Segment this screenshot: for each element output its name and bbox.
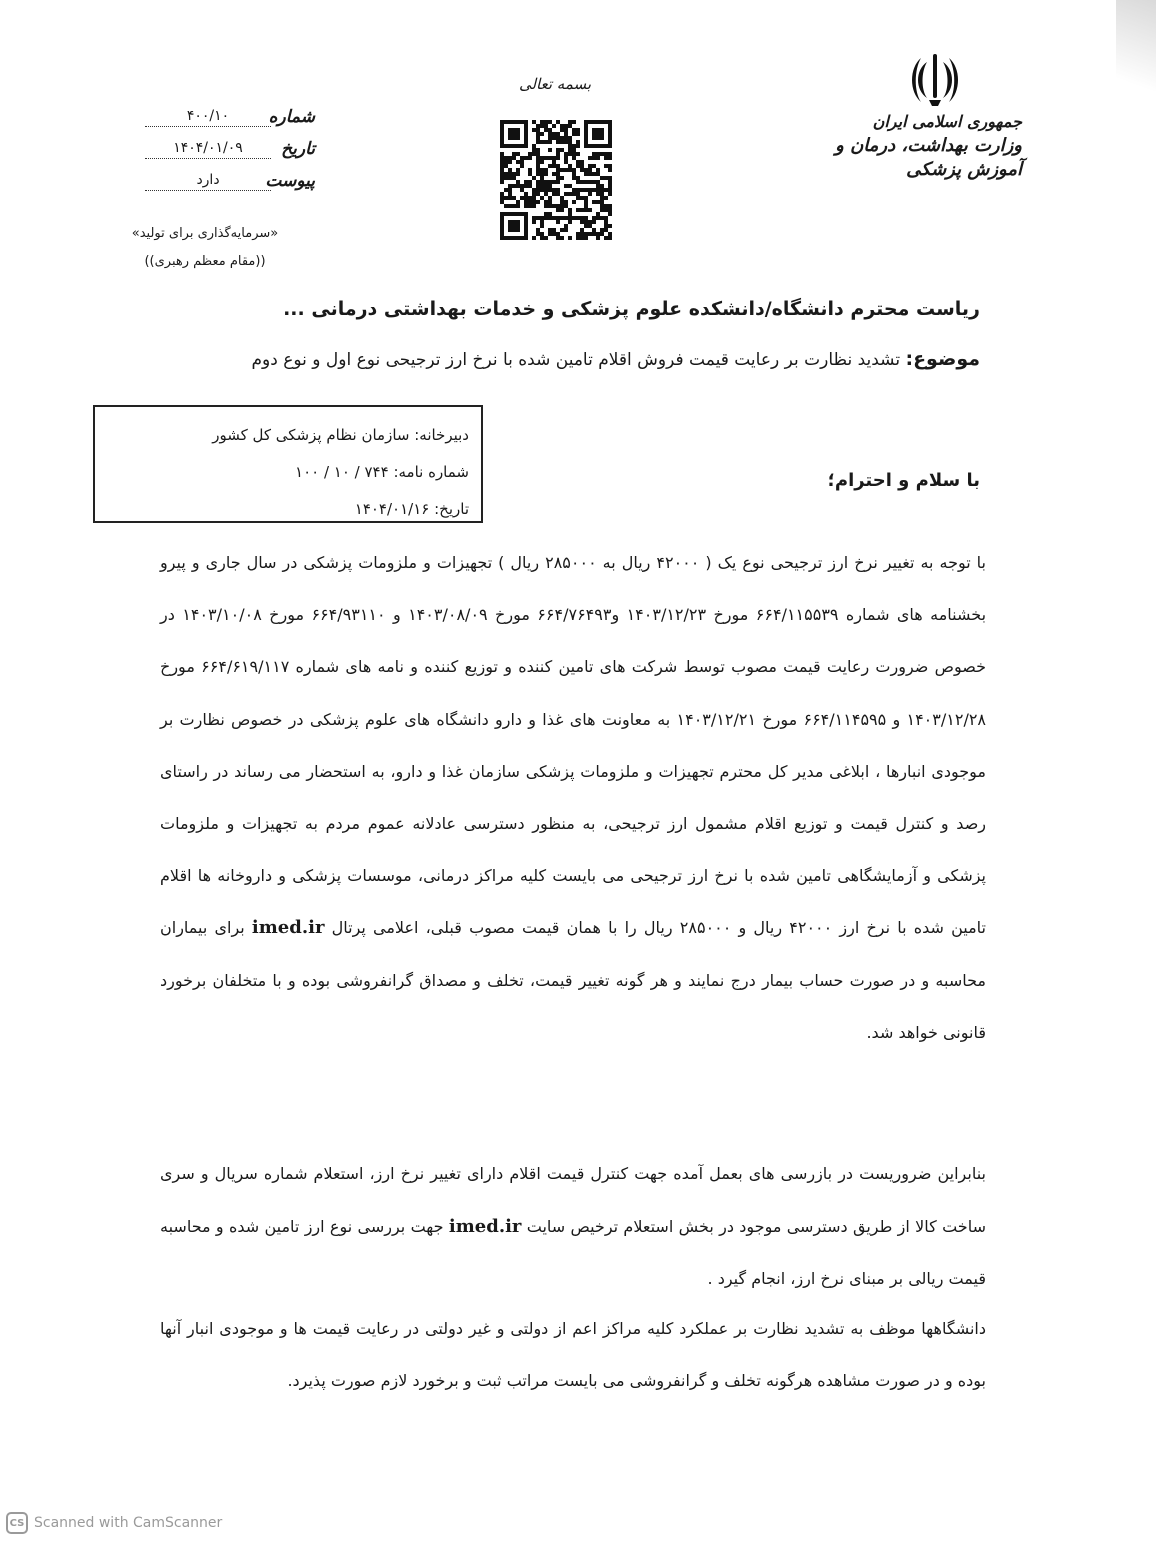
ministry-line-2: وزارت بهداشت، درمان و آموزش پزشکی bbox=[835, 135, 1022, 180]
bismillah: بسمه تعالی bbox=[518, 75, 592, 93]
scanner-watermark bbox=[6, 1512, 222, 1534]
number-value: ۴۰۰/۱۰ bbox=[145, 108, 271, 127]
site-name: imed.ir bbox=[448, 1215, 522, 1237]
portal-name: imed.ir bbox=[251, 917, 325, 939]
body-paragraph-2 bbox=[160, 1148, 986, 1306]
body-paragraph-1-part-a: با توجه به تغییر نرخ ارز ترجیحی نوع یک ( ۴۲۰۰۰ ریال به ۲۸۵۰۰۰ ریال ) تجهیزات و ملزومات پزشکی در سال جاری و پیرو بخشنامه های شماره ۶۶۴/۱۱۵۵۳۹ مورخ ۱۴۰۳/۱۲/۲۳ و۶۶۴/۷۶۴۹۳ مورخ ۱۴۰۳/۰۸/۰۹ و ۶۶۴/۹۳۱۱۰ مورخ ۱۴۰۳/۱۰/۰۸ در خصوص ضرورت رعایت قیمت مصوب توسط شرکت های تامین کننده و توزیع کننده و نامه های شماره ۶۶۴/۶۱۹/۱۱۷ مورخ ۱۴۰۳/۱۲/۲۸ و ۶۶۴/۱۱۴۵۹۵ مورخ ۱۴۰۳/۱۲/۲۱ به معاونت های غذا و دارو دانشگاه های علوم پزشکی در خصوص نظارت بر موجودی انبارها ، ابلاغی مدیر کل محترم تجهیزات و ملزومات پزشکی سازمان غذا و دارو، به استحضار می رساند در راستای رصد و کنترل قیمت و توزیع اقلام مشمول ارز ترجیحی، به منظور دسترسی عادلانه عموم مردم به تجهیزات و ملزومات پزشکی و آزمایشگاهی تامین شده با نرخ ارز ترجیحی می بایست کلیه مراکز درمانی، موسسات پزشکی و داروخانه ها اقلام تامین شده با نرخ ارز ۴۲۰۰۰ ریال و ۲۸۵۰۰۰ ریال را با همان قیمت مصوب قبلی، اعلامی پرتال bbox=[160, 553, 987, 938]
body-paragraph-2-part-a: بنابراین ضروریست در بازرسی های بعمل آمده جهت کنترل قیمت اقلام دارای تغییر نرخ ارز، استعلام شماره سریال و سری ساخت کالا از طریق دسترسی موجود در بخش استعلام ترخیص سایت bbox=[160, 1164, 986, 1236]
qr-code-icon bbox=[500, 120, 612, 240]
attachment-row bbox=[145, 159, 315, 191]
registration-date: تاریخ: ۱۴۰۴/۰۱/۱۶ bbox=[354, 500, 469, 518]
page-edge-shadow bbox=[1116, 0, 1156, 140]
registration-stamp bbox=[93, 405, 483, 523]
slogan-source: ((مقام معظم رهبری)) bbox=[144, 254, 266, 269]
subject-line bbox=[252, 348, 981, 370]
iran-emblem-icon bbox=[905, 50, 965, 110]
letter-meta bbox=[145, 95, 315, 191]
subject-text: تشدید نظارت بر رعایت قیمت فروش اقلام تامین شده با نرخ ارز ترجیحی نوع اول و نوع دوم bbox=[251, 350, 901, 370]
camscanner-logo-icon: CS bbox=[6, 1512, 28, 1534]
attachment-value: دارد bbox=[145, 172, 271, 191]
date-label: تاریخ bbox=[281, 139, 315, 159]
date-row bbox=[145, 127, 315, 159]
addressee: ریاست محترم دانشگاه/دانشکده علوم پزشکی و خدمات بهداشتی درمانی ... bbox=[283, 298, 980, 320]
slogan bbox=[100, 220, 310, 276]
subject-label: موضوع: bbox=[905, 348, 980, 370]
date-value: ۱۴۰۴/۰۱/۰۹ bbox=[145, 140, 271, 159]
ministry-line-1: جمهوری اسلامی ایران bbox=[872, 112, 1022, 131]
scanner-text: Scanned with CamScanner bbox=[34, 1515, 223, 1531]
number-row bbox=[145, 95, 315, 127]
attachment-label: پیوست bbox=[265, 171, 315, 191]
greeting: با سلام و احترام؛ bbox=[827, 470, 980, 491]
body-paragraph-2-part-b: جهت بررسی نوع ارز تامین شده و محاسبه قیمت ریالی بر مبنای نرخ ارز، انجام گیرد . bbox=[160, 1216, 986, 1288]
body-paragraph-3: دانشگاهها موظف به تشدید نظارت بر عملکرد کلیه مراکز اعم از دولتی و غیر دولتی در رعایت قیمت ها و موجودی انبار آنها بوده و در صورت مشاهده هرگونه تخلف و گرانفروشی می بایست مراتب ثبت و برخورد لازم صورت پذیرد. bbox=[160, 1319, 986, 1390]
registration-number: شماره نامه: ۷۴۴ / ۱۰ / ۱۰۰ bbox=[295, 463, 469, 481]
number-label: شماره bbox=[268, 107, 315, 127]
body-paragraph-1 bbox=[160, 537, 986, 1059]
ministry-name bbox=[822, 110, 1022, 182]
registration-office: دبیرخانه: سازمان نظام پزشکی کل کشور bbox=[212, 426, 469, 444]
body-paragraph-1-part-b: برای بیماران محاسبه و در صورت حساب بیمار درج نمایند و هر گونه تغییر قیمت، تخلف و مصداق گرانفروشی بوده و با متخلفان برخورد قانونی خواهد شد. bbox=[160, 918, 986, 1042]
slogan-text: «سرمایه‌گذاری برای تولید» bbox=[131, 226, 279, 241]
